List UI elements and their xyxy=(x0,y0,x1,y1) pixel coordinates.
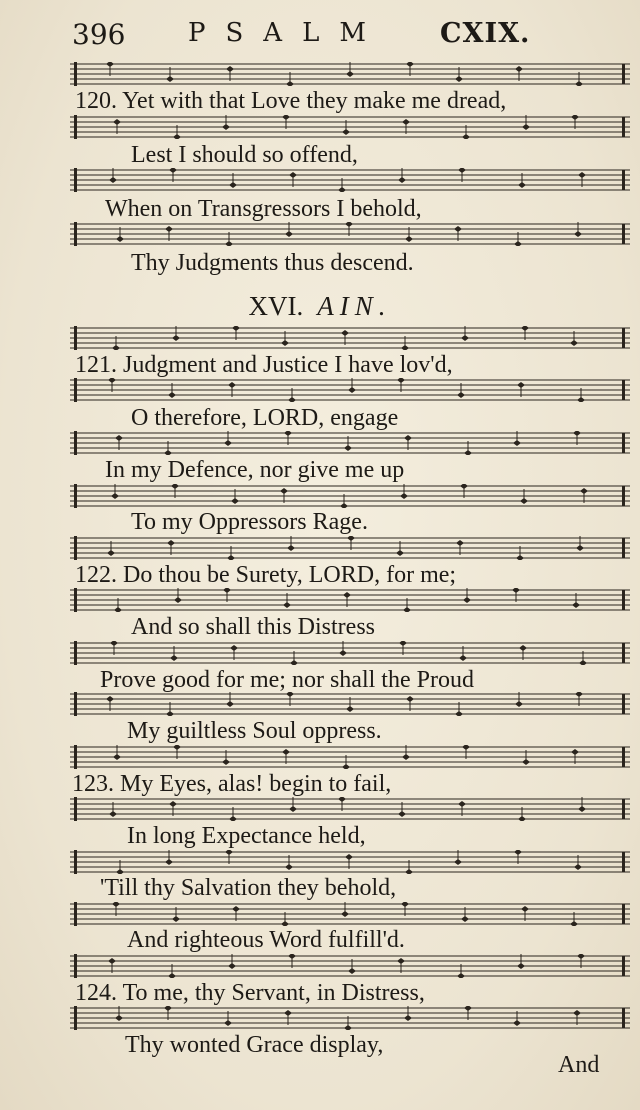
catchword: And xyxy=(558,1052,600,1078)
music-staff xyxy=(70,378,630,402)
lyric-line: 120. Yet with that Love they make me dread, xyxy=(75,88,507,114)
lyric-line: And so shall this Distress xyxy=(131,614,376,640)
music-staff xyxy=(70,168,630,192)
music-staff xyxy=(70,222,630,246)
music-staff xyxy=(70,692,630,716)
psalm-number: CXIX. xyxy=(440,18,531,49)
psalm-title: PSALM xyxy=(188,18,386,48)
music-staff xyxy=(70,115,630,139)
lyric-line: O therefore, LORD, engage xyxy=(131,405,399,431)
music-staff xyxy=(70,954,630,978)
lyric-line: Thy wonted Grace display, xyxy=(125,1032,384,1058)
music-staff xyxy=(70,902,630,926)
music-staff xyxy=(70,797,630,821)
music-staff xyxy=(70,745,630,769)
lyric-line: My guiltless Soul oppress. xyxy=(127,718,382,744)
music-staff xyxy=(70,1006,630,1030)
page-number: 396 xyxy=(72,18,126,51)
hebrew-letter: AIN. xyxy=(317,291,392,321)
music-staff xyxy=(70,326,630,350)
lyric-line: In my Defence, nor give me up xyxy=(105,457,405,483)
lyric-line: 122. Do thou be Surety, LORD, for me; xyxy=(75,562,457,588)
lyric-line: 121. Judgment and Justice I have lov'd, xyxy=(75,352,453,378)
music-staff xyxy=(70,641,630,665)
lyric-line: 123. My Eyes, alas! begin to fail, xyxy=(72,771,392,797)
lyric-line: 124. To me, thy Servant, in Distress, xyxy=(75,980,425,1006)
lyric-line: Thy Judgments thus descend. xyxy=(131,250,414,276)
lyric-line: In long Expectance held, xyxy=(127,823,366,849)
section-heading xyxy=(0,291,640,322)
lyric-line: When on Transgressors I behold, xyxy=(105,196,422,222)
lyric-line: Lest I should so offend, xyxy=(131,142,358,168)
section-numeral: XVI. xyxy=(248,291,304,321)
music-staff xyxy=(70,431,630,455)
lyric-line: 'Till thy Salvation they behold, xyxy=(100,875,397,901)
music-staff xyxy=(70,536,630,560)
lyric-line: And righteous Word fulfill'd. xyxy=(127,927,405,953)
lyric-line: To my Oppressors Rage. xyxy=(131,509,368,535)
music-staff xyxy=(70,62,630,86)
music-staff xyxy=(70,850,630,874)
music-staff xyxy=(70,484,630,508)
lyric-line: Prove good for me; nor shall the Proud xyxy=(100,667,474,693)
music-staff xyxy=(70,588,630,612)
page-header xyxy=(0,18,640,58)
